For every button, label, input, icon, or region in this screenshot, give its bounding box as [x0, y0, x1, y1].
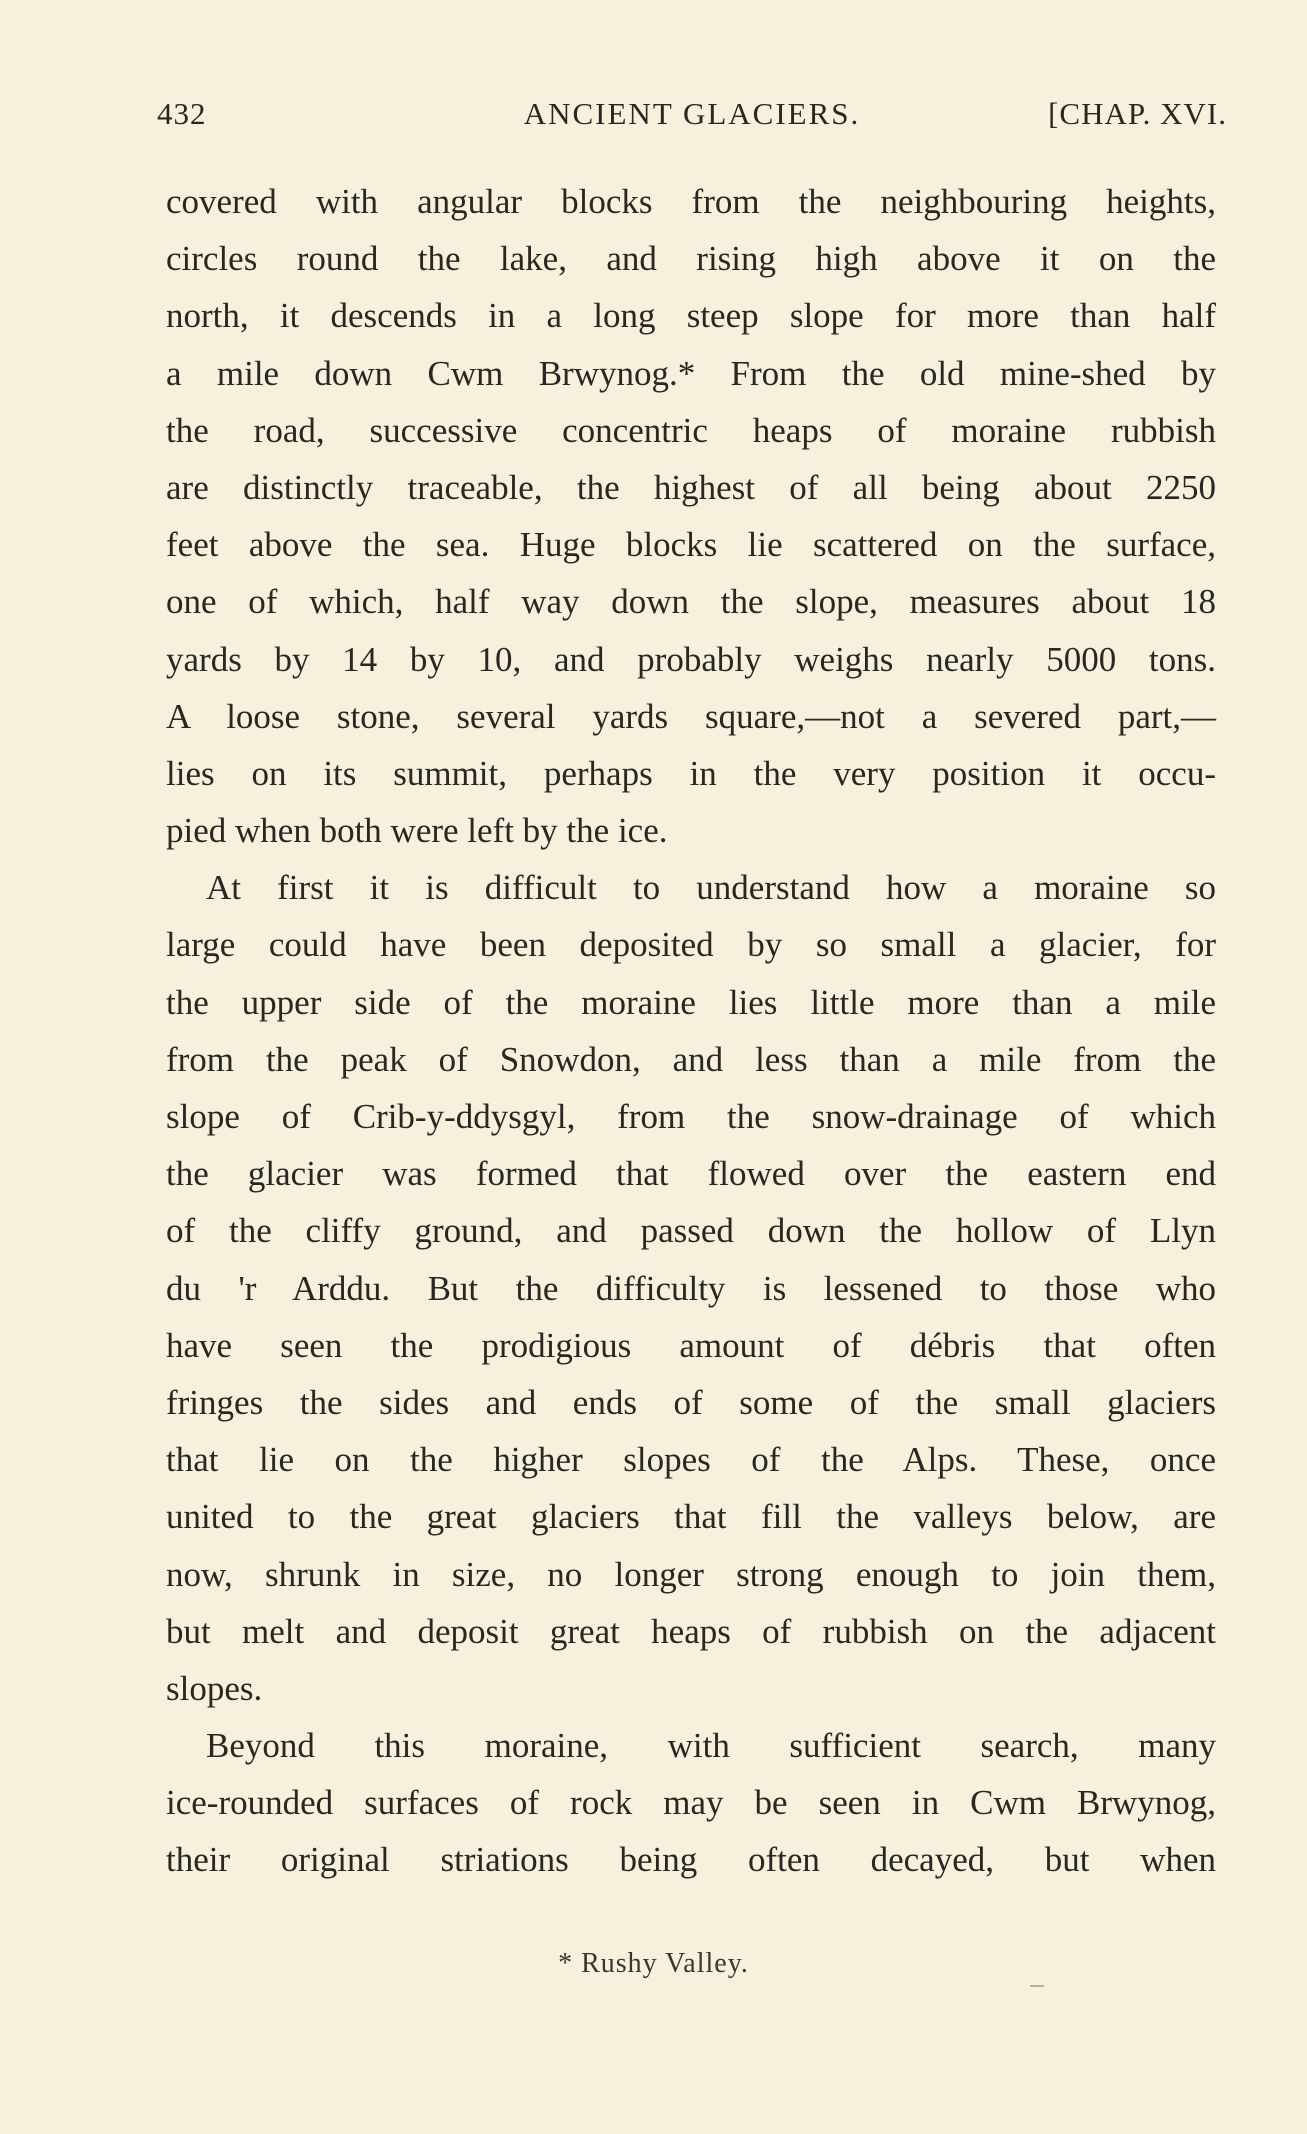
text-line: slope of Crib-y-ddysgyl, from the snow-drainage of which	[166, 1097, 1216, 1136]
text-line: pied when both were left by the ice.	[166, 811, 668, 851]
chapter-reference: [CHAP. XVI.	[1048, 96, 1227, 131]
page-number: 432	[157, 96, 207, 131]
text-line: covered with angular blocks from the neighbouring heights,	[166, 182, 1216, 221]
text-line: now, shrunk in size, no longer strong enough to join them,	[166, 1554, 1216, 1594]
text-line: feet above the sea. Huge blocks lie scattered on the surface,	[166, 525, 1216, 565]
text-line: have seen the prodigious amount of débris that often	[166, 1325, 1216, 1365]
text-line: the upper side of the moraine lies little more than a mile	[166, 982, 1216, 1022]
text-line: one of which, half way down the slope, measures about 18	[166, 582, 1216, 622]
text-line: slopes.	[166, 1668, 263, 1708]
text-line: fringes the sides and ends of some of the small glaciers	[166, 1382, 1216, 1422]
text-line: of the cliffy ground, and passed down the hollow of Llyn	[166, 1211, 1216, 1251]
text-line: united to the great glaciers that fill the valleys below, are	[166, 1497, 1216, 1537]
text-line: north, it descends in a long steep slope for more than half	[166, 296, 1216, 336]
text-line: Beyond this moraine, with sufficient search, many	[206, 1726, 1216, 1766]
running-title: ANCIENT GLACIERS.	[523, 96, 861, 131]
text-line: their original striations being often decayed, but when	[166, 1840, 1216, 1880]
text-line: du 'r Arddu. But the difficulty is lessened to those who	[166, 1268, 1216, 1308]
text-line: yards by 14 by 10, and probably weighs nearly 5000 tons.	[166, 639, 1216, 679]
text-line: A loose stone, several yards square,—not a severed part,—	[166, 696, 1216, 736]
text-line: but melt and deposit great heaps of rubbish on the adjacent	[166, 1611, 1216, 1651]
text-line: At first it is difficult to understand how a moraine so	[206, 868, 1216, 908]
print-mark	[1030, 1985, 1044, 1987]
text-line: ice-rounded surfaces of rock may be seen in Cwm Brwynog,	[166, 1783, 1216, 1823]
running-head	[157, 96, 1227, 136]
footnote: * Rushy Valley.	[558, 1948, 749, 1979]
text-line: large could have been deposited by so small a glacier, for	[166, 925, 1216, 965]
body-text	[166, 173, 1216, 1889]
text-line: lies on its summit, perhaps in the very position it occu-	[166, 753, 1216, 793]
text-line: are distinctly traceable, the highest of all being about 2250	[166, 467, 1216, 507]
text-line: the road, successive concentric heaps of moraine rubbish	[166, 410, 1216, 450]
text-line: circles round the lake, and rising high above it on the	[166, 239, 1216, 279]
text-line: a mile down Cwm Brwynog.* From the old mine-shed by	[166, 353, 1216, 393]
text-line: from the peak of Snowdon, and less than a mile from the	[166, 1039, 1216, 1079]
text-line: that lie on the higher slopes of the Alps. These, once	[166, 1440, 1216, 1480]
text-line: the glacier was formed that flowed over the eastern end	[166, 1154, 1216, 1194]
